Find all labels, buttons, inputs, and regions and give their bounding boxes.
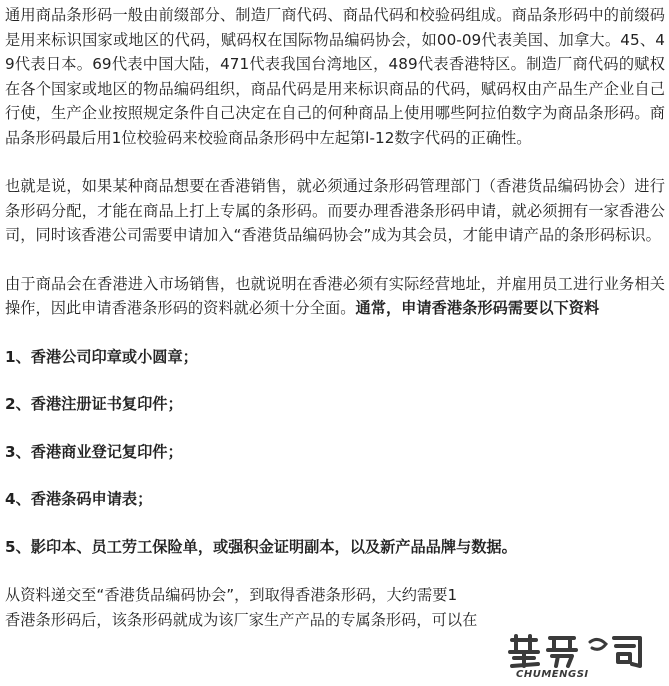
paragraph-hk-sales-requirement: 也就是说，如果某种商品想要在香港销售，就必须通过条形码管理部门（香港货品编码协会）进行条形码分配，才能在商品上打上专属的条形码。而要办理香港条形码申请，就必须拥有一家香港公司，同时该香港公司需要申请加入“香港货品编码协会”成为其会员，才能申请产品的条形码标识。 xyxy=(5,177,665,244)
paragraph-application-text: 由于商品会在香港进入市场销售，也就说明在香港必须有实际经营地址，并雇用员工进行业务相关操作，因此申请香港条形码的资料就必须十分全面。 xyxy=(5,274,665,317)
paragraph-application-emphasis: 通常，申请香港条形码需要以下资料 xyxy=(355,299,600,317)
article-body xyxy=(5,0,665,632)
watermark-logo-icon xyxy=(506,632,666,670)
list-item: 4、香港条码申请表； xyxy=(5,490,153,508)
paragraph-application-materials xyxy=(5,272,665,321)
list-item: 2、香港注册证书复印件； xyxy=(5,395,183,413)
paragraph-timeline-line2: 香港条形码后，该条形码就成为该厂家生产产品的专属条形码，可以在 xyxy=(5,610,478,629)
paragraph-timeline xyxy=(5,583,665,632)
site-watermark xyxy=(506,632,666,686)
watermark-text: CHUMENGSI xyxy=(516,669,589,680)
list-item: 3、香港商业登记复印件； xyxy=(5,442,183,461)
list-item: 1、香港公司印章或小圆章； xyxy=(5,347,198,366)
list-item: 5、影印本、员工劳工保险单，或强积金证明副本，以及新产品品牌与数据。 xyxy=(5,537,517,556)
paragraph-timeline-line1: 从资料递交至“香港货品编码协会”，到取得香港条形码，大约需要1 xyxy=(5,586,458,604)
paragraph-barcode-structure: 通用商品条形码一般由前缀部分、制造厂商代码、商品代码和校验码组成。商品条形码中的前缀码是用来标识国家或地区的代码，赋码权在国际物品编码协会，如00-09代表美国、加拿大。45、49代表日本。69代表中国大陆，471代表我国台湾地区，489代表香港特区。制造厂商代码的赋权在各个国家或地区的物品编码组织，商品代码是用来标识商品的代码，赋码权由产品生产企业自己行使，生产企业按照规定条件自己决定在自己的何种商品上使用哪些阿拉伯数字为商品条形码。商品条形码最后用1位校验码来校验商品条形码中左起第l-12数字代码的正确性。 xyxy=(5,6,665,147)
